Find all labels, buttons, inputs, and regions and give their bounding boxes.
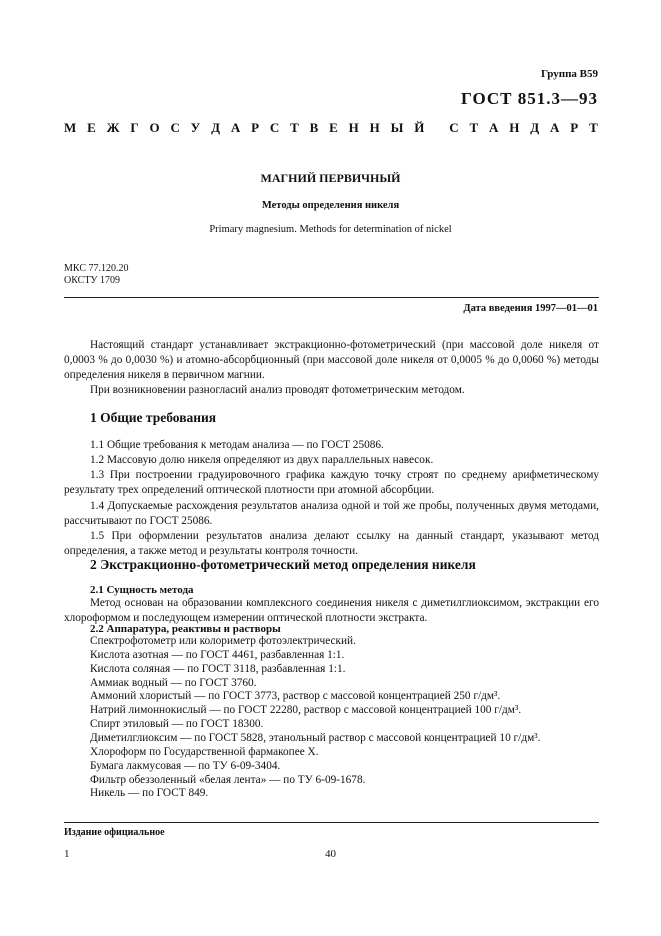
clause-2-1-heading: 2.1 Сущность метода [90, 584, 194, 596]
mks-code: МКС 77.120.20 [64, 263, 129, 274]
section-2-heading: 2 Экстракционно-фотометрический метод определения никеля [90, 557, 476, 572]
reagent-item: Диметилглиоксим — по ГОСТ 5828, этанольный раствор с массовой концентрацией 10 г/дм³. [90, 731, 541, 744]
clause-2-1-text: Метод основан на образовании комплексного соединения никеля с диметилглиоксимом, экстракции его хлороформом и последующем измерении оптической плотности экстракта. [64, 597, 599, 624]
clause-1-5: 1.5 При оформлении результатов анализа делают ссылку на данный стандарт, указывают метод определения, а также метод и результаты контроля точности. [64, 530, 599, 557]
banner-letter: С [170, 120, 180, 135]
reagent-item: Хлороформ по Государственной фармакопее X. [90, 745, 319, 758]
banner-letter: О [149, 120, 160, 135]
english-title: Primary magnesium. Methods for determination of nickel [209, 224, 452, 235]
banner-letter: С [449, 120, 459, 135]
banner-letter: А [489, 120, 499, 135]
banner-letter: Н [369, 120, 380, 135]
banner-letter: А [230, 120, 241, 135]
banner-letter: С [269, 120, 280, 135]
effective-date: Дата введения 1997—01—01 [463, 303, 598, 314]
banner-letter: Е [329, 120, 338, 135]
banner-letter: Т [589, 120, 598, 135]
page-number: 40 [325, 848, 336, 860]
gost-number: ГОСТ 851.3—93 [461, 89, 598, 108]
reagent-item: Кислота соляная — по ГОСТ 3118, разбавленная 1:1. [90, 662, 346, 675]
group-code: Группа В59 [540, 68, 598, 80]
clause-2-2-heading: 2.2 Аппаратура, реактивы и растворы [90, 623, 281, 635]
clause-1-1: 1.1 Общие требования к методам анализа — по ГОСТ 25086. [90, 439, 384, 451]
interstate-standard-banner [64, 120, 598, 136]
banner-letter: Е [87, 120, 96, 135]
banner-letter: Т [290, 120, 299, 135]
official-edition: Издание официальное [64, 827, 165, 838]
reagent-item: Кислота азотная — по ГОСТ 4461, разбавленная 1:1. [90, 648, 345, 661]
banner-letter [435, 120, 438, 136]
banner-letter: Р [570, 120, 579, 135]
intro-paragraph-2: При возникновении разногласий анализ проводят фотометрическим методом. [90, 384, 465, 396]
banner-letter: Н [509, 120, 520, 135]
okstu-code: ОКСТУ 1709 [64, 275, 121, 286]
reagent-item: Натрий лимоннокислый — по ГОСТ 22280, раствор с массовой концентрацией 100 г/дм³. [90, 704, 522, 717]
divider-bottom [64, 822, 599, 823]
reagent-item: Никель — по ГОСТ 849. [90, 787, 209, 800]
section-1-heading: 1 Общие требования [90, 410, 217, 425]
clause-1-2: 1.2 Массовую долю никеля определяют из двух параллельных навесок. [90, 454, 434, 466]
banner-letter: Г [130, 120, 139, 135]
banner-letter: Т [469, 120, 479, 135]
banner-letter: М [64, 120, 77, 135]
reagent-item: Спектрофотометр или колориметр фотоэлектрический. [90, 635, 356, 647]
banner-letter: У [190, 120, 201, 135]
clause-1-3: 1.3 При построении градуировочного графика каждую точку строят по среднему арифметическому результату трех определений оптической плотности при атомной абсорбции. [64, 469, 599, 496]
banner-letter: Д [530, 120, 540, 135]
reagent-item: Фильтр обеззоленный «белая лента» — по ТУ 6-09-1678. [90, 773, 366, 786]
edition-number: 1 [64, 848, 70, 860]
banner-letter: Ж [106, 120, 120, 135]
reagent-item: Аммиак водный — по ГОСТ 3760. [90, 676, 257, 689]
banner-letter: Ы [390, 120, 404, 135]
banner-letter: Д [211, 120, 221, 135]
reagent-item: Бумага лакмусовая — по ТУ 6-09-3404. [90, 759, 281, 772]
reagent-item: Спирт этиловый — по ГОСТ 18300. [90, 718, 264, 731]
intro-paragraph: Настоящий стандарт устанавливает экстракционно-фотометрический (при массовой доле никеля от 0,0003 % до 0,0030 %) и атомно-абсорбционный (при массовой доле никеля от 0,0005 % до 0,0060 %) методы определения никеля в первичном магнии. [64, 339, 599, 381]
banner-letter: А [550, 120, 560, 135]
divider-top [64, 297, 599, 298]
document-subtitle: Методы определения никеля [261, 200, 400, 211]
reagent-item: Аммоний хлористый — по ГОСТ 3773, раствор с массовой концентрацией 250 г/дм³. [90, 690, 501, 703]
banner-letter: Н [348, 120, 359, 135]
banner-letter: Й [414, 120, 425, 135]
document-title: МАГНИЙ ПЕРВИЧНЫЙ [260, 171, 401, 185]
banner-letter: В [309, 120, 319, 135]
banner-letter: Р [251, 120, 260, 135]
clause-1-4: 1.4 Допускаемые расхождения результатов анализа одной и той же пробы, полученных двумя методами, рассчитывают по ГОСТ 25086. [64, 500, 599, 527]
